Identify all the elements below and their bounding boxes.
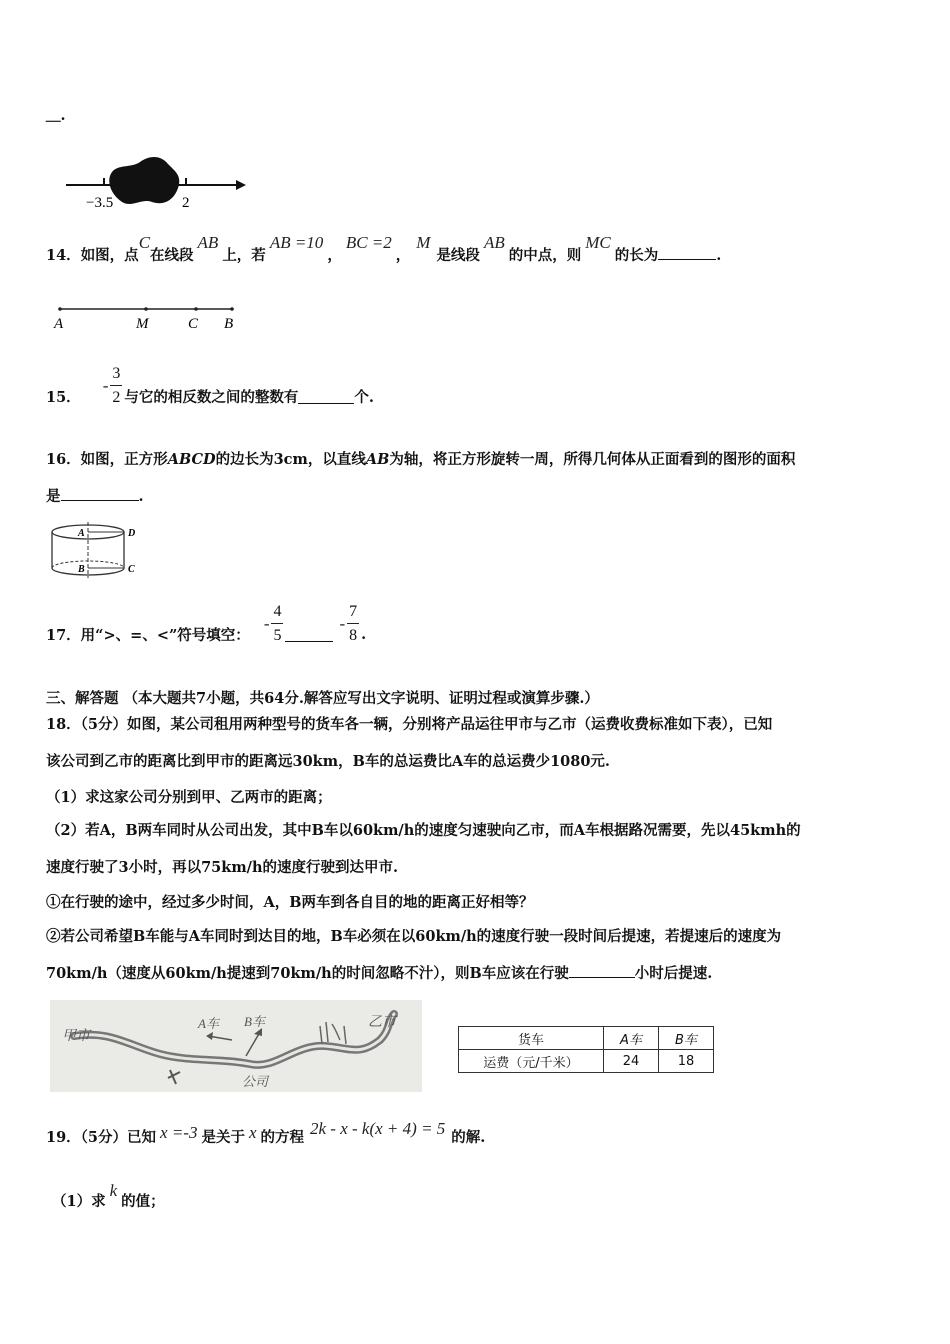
label-jia: 甲市 bbox=[62, 1029, 90, 1044]
q18-line-2: 该公司到乙市的距离比到甲市的距离远30km，B车的总运费比A车的总运费少1080元. bbox=[46, 753, 610, 770]
q13-tail: ＿. bbox=[46, 107, 66, 124]
table-cell: 18 bbox=[659, 1050, 714, 1073]
section-3-heading: 三、解答题 （本大题共7小题，共64分.解答应写出文字说明、证明过程或演算步骤.） bbox=[46, 690, 599, 707]
q14-stem: 14．如图，点C在线段AB上，若AB =10，BC =2，M是线段AB的中点，则MC的长为 . bbox=[46, 233, 722, 264]
q14-segment-figure bbox=[50, 300, 250, 336]
q16-cylinder-figure bbox=[44, 518, 144, 584]
svg-text:D: D bbox=[128, 528, 136, 539]
point-a: A bbox=[54, 316, 64, 332]
svg-text:C: C bbox=[128, 564, 135, 575]
q15-fraction: $\frac{3}{2}$ bbox=[112, 365, 121, 406]
q18-line-3: （1）求这家公司分别到甲、乙两市的距离； bbox=[46, 789, 332, 806]
q16-answer-blank bbox=[61, 486, 139, 501]
svg-text:A: A bbox=[78, 528, 85, 539]
q15-stem: 15． - $\frac{3}{2}$ 与它的相反数之间的整数有 个. bbox=[46, 365, 374, 406]
point-c: C bbox=[188, 316, 199, 332]
q18-line-4: （2）若A，B两车同时从公司出发，其中B车以60km/h的速度匀速驶向乙市，而A车根据路况需要，先以45kmh的 bbox=[46, 822, 801, 839]
label-b: B车 bbox=[244, 1014, 265, 1029]
point-b: B bbox=[224, 316, 234, 332]
table-cell: 24 bbox=[604, 1050, 659, 1073]
q18-line-6: ①在行驶的途中，经过多少时间，A，B两车到各自目的地的距离正好相等？ bbox=[46, 894, 534, 911]
q18-line-8: 70km/h（速度从60km/h提速到70km/h的时间忽略不汁），则B车应该在行驶 小时后提速. bbox=[46, 965, 713, 982]
label-yi: 乙市 bbox=[368, 1015, 396, 1030]
q18-line-1: 18．（5分）如图，某公司租用两种型号的货车各一辆，分别将产品运往甲市与乙市（运费收费标准如下表），已知 bbox=[46, 716, 773, 733]
label-left: −3.5 bbox=[86, 195, 114, 211]
axis-arrow bbox=[236, 180, 246, 190]
q14-answer-blank bbox=[658, 245, 716, 260]
label-right: 2 bbox=[182, 195, 190, 211]
svg-text:B: B bbox=[78, 564, 85, 575]
q18-answer-blank bbox=[569, 963, 635, 978]
q19-stem: 19．（5分）已知 x =-3 是关于 x 的方程 2k - x - k(x + 4) = 5 的解. bbox=[46, 1119, 486, 1146]
table-header-row bbox=[459, 1027, 714, 1050]
q17-answer-blank bbox=[285, 627, 333, 642]
header-cell: 货车 bbox=[459, 1027, 604, 1050]
q17-fraction-1: $\frac{4}{5}$ bbox=[273, 603, 282, 644]
label-company: 公司 bbox=[242, 1074, 269, 1089]
q16-line2: 是 . bbox=[46, 488, 144, 505]
q18-line-5: 速度行驶了3小时，再以75km/h的速度行驶到达甲市. bbox=[46, 859, 399, 876]
q17-stem: 17．用“>、=、<”符号填空： - $\frac{4}{5}$ - $\frac{7}{8}$ . bbox=[46, 603, 367, 644]
table-row bbox=[459, 1050, 714, 1073]
ink-blot bbox=[109, 157, 179, 204]
q15-answer-blank bbox=[298, 389, 354, 404]
header-cell: A车 bbox=[604, 1027, 659, 1050]
header-cell: B车 bbox=[659, 1027, 714, 1050]
q19-part-1: （1）求 k 的值； bbox=[52, 1181, 165, 1210]
label-a: A车 bbox=[198, 1016, 219, 1031]
table-cell: 运费（元/千米） bbox=[459, 1050, 604, 1073]
q18-fee-table bbox=[458, 1026, 714, 1073]
point-m: M bbox=[136, 316, 149, 332]
q16-line1: 16．如图，正方形ABCD的边长为3cm，以直线AB为轴，将正方形旋转一周，所得几何体从正面看到的图形的面积 bbox=[46, 451, 796, 468]
q18-route-map bbox=[50, 1000, 422, 1092]
q18-line-7: ②若公司希望B车能与A车同时到达目的地，B车必须在以60km/h的速度行驶一段时间后提速，若提速后的速度为 bbox=[46, 928, 782, 945]
q17-fraction-2: $\frac{7}{8}$ bbox=[349, 603, 358, 644]
q13-number-line bbox=[60, 150, 260, 214]
